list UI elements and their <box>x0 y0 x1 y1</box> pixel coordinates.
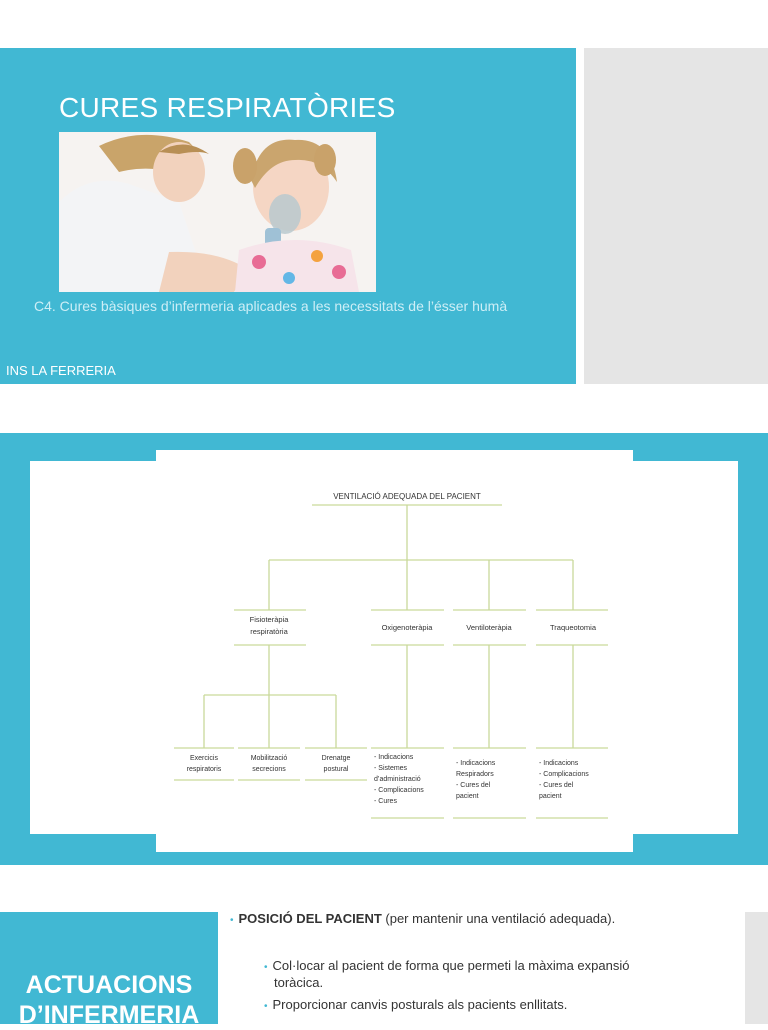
sub-bullet-expansio-cont <box>274 975 323 990</box>
section-title-line-1: ACTUACIONS <box>25 971 193 999</box>
traqueo-item: pacient <box>539 793 562 800</box>
node-fisioterapia-label-2: respiratòria <box>250 627 288 636</box>
sub-bullet-text: Col·locar al pacient de forma que permeti la màxima expansió <box>272 958 630 973</box>
node-oxigenoterapia-label: Oxigenoteràpia <box>381 623 433 632</box>
venti-item: - Cures del <box>456 782 491 789</box>
sub-bullet-expansio <box>264 958 629 973</box>
slide-subtitle: C4. Cures bàsiques d’infermeria aplicades a les necessitats de l’ésser humà <box>34 298 508 314</box>
traqueotomia-items <box>539 760 589 800</box>
diagram-root-label: VENTILACIÓ ADEQUADA DEL PACIENT <box>333 492 481 501</box>
bullet-dot-icon: • <box>264 962 268 973</box>
traqueo-item: - Complicacions <box>539 771 589 778</box>
oxigen-item: - Indicacions <box>374 754 414 761</box>
photo-illustration <box>59 132 376 292</box>
node-exercicis-label-1: Exercicis <box>189 755 219 762</box>
node-drenatge-label-1: Drenatge <box>321 755 351 762</box>
venti-item: pacient <box>456 793 479 800</box>
node-mobilitzacio-label-1: Mobilització <box>250 755 288 762</box>
school-name: INS LA FERRERIA <box>6 363 116 378</box>
node-drenatge-label-2: postural <box>323 766 349 773</box>
oxigen-item: d’administració <box>374 776 421 783</box>
section-title-line-2: D’INFERMERIA <box>18 1001 200 1029</box>
bullet-dot-icon: • <box>264 1001 268 1012</box>
oxigen-item: - Cures <box>374 798 397 805</box>
title-slide-side-panel <box>584 48 768 384</box>
sub-bullet-text: Proporcionar canvis posturals als pacients enllitats. <box>272 997 568 1012</box>
venti-item: - Indicacions <box>456 760 496 767</box>
node-exercicis-label-2: respiratoris <box>186 766 222 773</box>
oxigen-item: - Complicacions <box>374 787 424 794</box>
ventiloterapia-items <box>456 760 496 800</box>
node-ventiloterapia-label: Ventiloteràpia <box>466 623 512 632</box>
oxigen-item: - Sistemes <box>374 765 408 772</box>
sub-bullet-text: toràcica. <box>274 975 324 990</box>
traqueo-item: - Cures del <box>539 782 574 789</box>
bullet-heading: POSICIÓ DEL PACIENT <box>238 911 382 926</box>
node-fisioterapia-label-1: Fisioteràpia <box>249 615 289 624</box>
bullet-posicio-pacient <box>230 911 615 926</box>
traqueo-item: - Indicacions <box>539 760 579 767</box>
oxigenoterapia-items <box>374 754 424 805</box>
bullet-heading-detail: (per mantenir una ventilació adequada). <box>381 911 616 926</box>
bullet-dot-icon: • <box>230 915 234 926</box>
section-side-panel <box>745 912 768 1024</box>
sub-bullet-canvis-posturals <box>264 997 567 1012</box>
section-title <box>0 970 218 1030</box>
node-mobilitzacio-label-2: secrecions <box>252 766 286 773</box>
node-traqueotomia-label: Traqueotomia <box>550 623 596 632</box>
slide-title: CURES RESPIRATÒRIES <box>59 92 396 123</box>
nurse-child-nebulizer-photo <box>59 132 376 292</box>
ventilation-tree-diagram <box>156 450 633 852</box>
venti-item: Respiradors <box>456 771 494 778</box>
